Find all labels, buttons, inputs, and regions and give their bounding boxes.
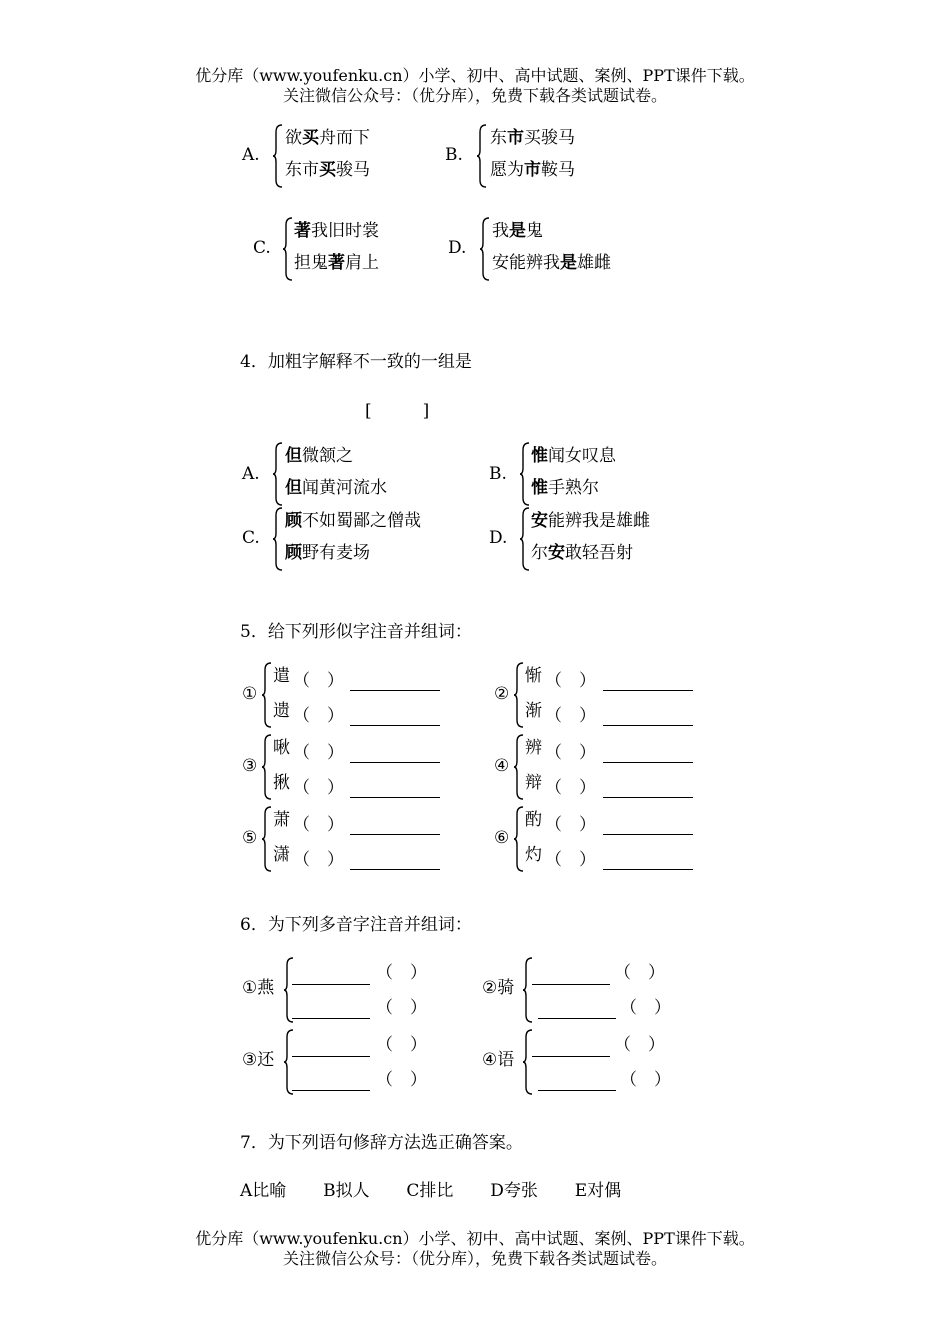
- q5-char: 遣: [273, 666, 290, 686]
- q4-option-c-label: C.: [242, 528, 260, 548]
- pinyin-paren[interactable]: （ ）: [545, 778, 596, 798]
- pinyin-paren[interactable]: （ ）: [293, 850, 344, 870]
- q5-char: 遗: [273, 701, 290, 721]
- q5-group-number: ①: [242, 684, 258, 704]
- q3-option-a-label: A.: [242, 145, 260, 165]
- q4-option-c-line1: 顾不如蜀鄙之僧哉: [285, 511, 421, 531]
- word-blank[interactable]: [292, 1090, 370, 1091]
- q6-title: 6．为下列多音字注音并组词：: [240, 915, 472, 935]
- q3-option-c-line1: 著我旧时裳: [294, 221, 379, 241]
- page-header-line1: 优分库（www.youfenku.cn）小学、初中、高中试题、案例、PPT课件下载。: [195, 66, 755, 85]
- brace-icon: [262, 734, 272, 800]
- word-blank[interactable]: [603, 725, 693, 726]
- q4-option-a-label: A.: [242, 464, 260, 484]
- q3-option-d-line2: 安能辨我是雄雌: [492, 253, 611, 273]
- brace-icon: [520, 507, 530, 571]
- brace-icon: [480, 217, 490, 281]
- q3-option-c-label: C.: [253, 238, 271, 258]
- pinyin-paren[interactable]: （ ）: [376, 1070, 427, 1090]
- q5-char: 揪: [273, 773, 290, 793]
- word-blank[interactable]: [350, 762, 440, 763]
- brace-icon: [523, 957, 533, 1023]
- word-blank[interactable]: [292, 984, 370, 985]
- q5-char: 惭: [525, 666, 542, 686]
- q3-option-a-line1: 欲买舟而下: [285, 128, 370, 148]
- pinyin-paren[interactable]: （ ）: [293, 815, 344, 835]
- brace-icon: [514, 806, 524, 872]
- pinyin-paren[interactable]: （ ）: [620, 998, 671, 1018]
- q5-char: 灼: [525, 845, 542, 865]
- q3-option-a-line2: 东市买骏马: [285, 160, 370, 180]
- q3-option-d-line1: 我是鬼: [492, 221, 543, 241]
- brace-icon: [273, 442, 283, 506]
- q4-option-b-label: B.: [489, 464, 507, 484]
- q6-group-label: ①燕: [242, 978, 275, 998]
- word-blank[interactable]: [603, 834, 693, 835]
- q5-group-number: ④: [494, 756, 510, 776]
- brace-icon: [273, 507, 283, 571]
- q5-char: 酌: [525, 810, 542, 830]
- word-blank[interactable]: [538, 1090, 616, 1091]
- q3-option-b-label: B.: [445, 145, 463, 165]
- brace-icon: [523, 1029, 533, 1095]
- pinyin-paren[interactable]: （ ）: [293, 706, 344, 726]
- q5-char: 渐: [525, 701, 542, 721]
- word-blank[interactable]: [603, 869, 693, 870]
- pinyin-paren[interactable]: （ ）: [376, 1035, 427, 1055]
- q4-option-b-line1: 惟闻女叹息: [531, 446, 616, 466]
- q7-choice-c: C排比: [406, 1181, 454, 1201]
- word-blank[interactable]: [350, 869, 440, 870]
- q7-title: 7．为下列语句修辞方法选正确答案。: [240, 1133, 523, 1153]
- word-blank[interactable]: [292, 1056, 370, 1057]
- pinyin-paren[interactable]: （ ）: [614, 963, 665, 983]
- pinyin-paren[interactable]: （ ）: [545, 743, 596, 763]
- q4-option-a-line2: 但闻黄河流水: [285, 478, 387, 498]
- q5-group-number: ②: [494, 684, 510, 704]
- word-blank[interactable]: [532, 984, 610, 985]
- q5-group-number: ⑥: [494, 828, 510, 848]
- brace-icon: [284, 957, 294, 1023]
- q5-group-number: ⑤: [242, 828, 258, 848]
- brace-icon: [520, 442, 530, 506]
- pinyin-paren[interactable]: （ ）: [293, 743, 344, 763]
- word-blank[interactable]: [532, 1056, 610, 1057]
- q5-title: 5．给下列形似字注音并组词：: [240, 622, 472, 642]
- q4-option-d-line1: 安能辨我是雄雌: [531, 511, 650, 531]
- q5-char: 辩: [525, 773, 542, 793]
- word-blank[interactable]: [603, 762, 693, 763]
- pinyin-paren[interactable]: （ ）: [614, 1035, 665, 1055]
- q5-char: 潇: [273, 845, 290, 865]
- q5-char: 啾: [273, 738, 290, 758]
- q5-group-number: ③: [242, 756, 258, 776]
- word-blank[interactable]: [538, 1018, 616, 1019]
- q3-option-c-line2: 担鬼著肩上: [294, 253, 379, 273]
- q6-group-label: ③还: [242, 1050, 275, 1070]
- q4-option-b-line2: 惟手熟尔: [531, 478, 599, 498]
- q7-choice-a: A比喻: [240, 1181, 287, 1201]
- word-blank[interactable]: [292, 1018, 370, 1019]
- q6-group-label: ④语: [482, 1050, 515, 1070]
- brace-icon: [273, 124, 283, 188]
- pinyin-paren[interactable]: （ ）: [620, 1070, 671, 1090]
- q4-answer-bracket[interactable]: [ ]: [365, 401, 430, 421]
- q4-option-d-label: D.: [489, 528, 508, 548]
- q7-choice-d: D夸张: [490, 1181, 538, 1201]
- q4-option-a-line1: 但微颔之: [285, 446, 353, 466]
- q5-char: 辨: [525, 738, 542, 758]
- q5-char: 萧: [273, 810, 290, 830]
- brace-icon: [514, 662, 524, 728]
- word-blank[interactable]: [603, 797, 693, 798]
- q3-option-b-line1: 东市买骏马: [490, 128, 575, 148]
- pinyin-paren[interactable]: （ ）: [293, 671, 344, 691]
- pinyin-paren[interactable]: （ ）: [293, 778, 344, 798]
- q7-choices: [240, 1176, 621, 1201]
- q7-choice-b: B拟人: [323, 1181, 370, 1201]
- q4-option-d-line2: 尔安敢轻吾射: [531, 543, 633, 563]
- pinyin-paren[interactable]: （ ）: [545, 815, 596, 835]
- word-blank[interactable]: [350, 725, 440, 726]
- pinyin-paren[interactable]: （ ）: [376, 963, 427, 983]
- brace-icon: [284, 1029, 294, 1095]
- brace-icon: [283, 217, 293, 281]
- brace-icon: [477, 124, 487, 188]
- word-blank[interactable]: [350, 690, 440, 691]
- page-header-line2: 关注微信公众号：（优分库），免费下载各类试题试卷。: [282, 86, 667, 105]
- pinyin-paren[interactable]: （ ）: [545, 850, 596, 870]
- pinyin-paren[interactable]: （ ）: [545, 706, 596, 726]
- pinyin-paren[interactable]: （ ）: [545, 671, 596, 691]
- q6-group-label: ②骑: [482, 978, 515, 998]
- page-footer-line1: 优分库（www.youfenku.cn）小学、初中、高中试题、案例、PPT课件下载。: [195, 1229, 755, 1248]
- q7-choice-e: E对偶: [574, 1181, 622, 1201]
- word-blank[interactable]: [350, 797, 440, 798]
- brace-icon: [514, 734, 524, 800]
- word-blank[interactable]: [603, 690, 693, 691]
- pinyin-paren[interactable]: （ ）: [376, 998, 427, 1018]
- brace-icon: [262, 662, 272, 728]
- q3-option-d-label: D.: [448, 238, 467, 258]
- word-blank[interactable]: [350, 834, 440, 835]
- page-footer-line2: 关注微信公众号：（优分库），免费下载各类试题试卷。: [282, 1249, 667, 1268]
- q3-option-b-line2: 愿为市鞍马: [490, 160, 575, 180]
- q4-option-c-line2: 顾野有麦场: [285, 543, 370, 563]
- brace-icon: [262, 806, 272, 872]
- q4-title: 4．加粗字解释不一致的一组是: [240, 352, 472, 372]
